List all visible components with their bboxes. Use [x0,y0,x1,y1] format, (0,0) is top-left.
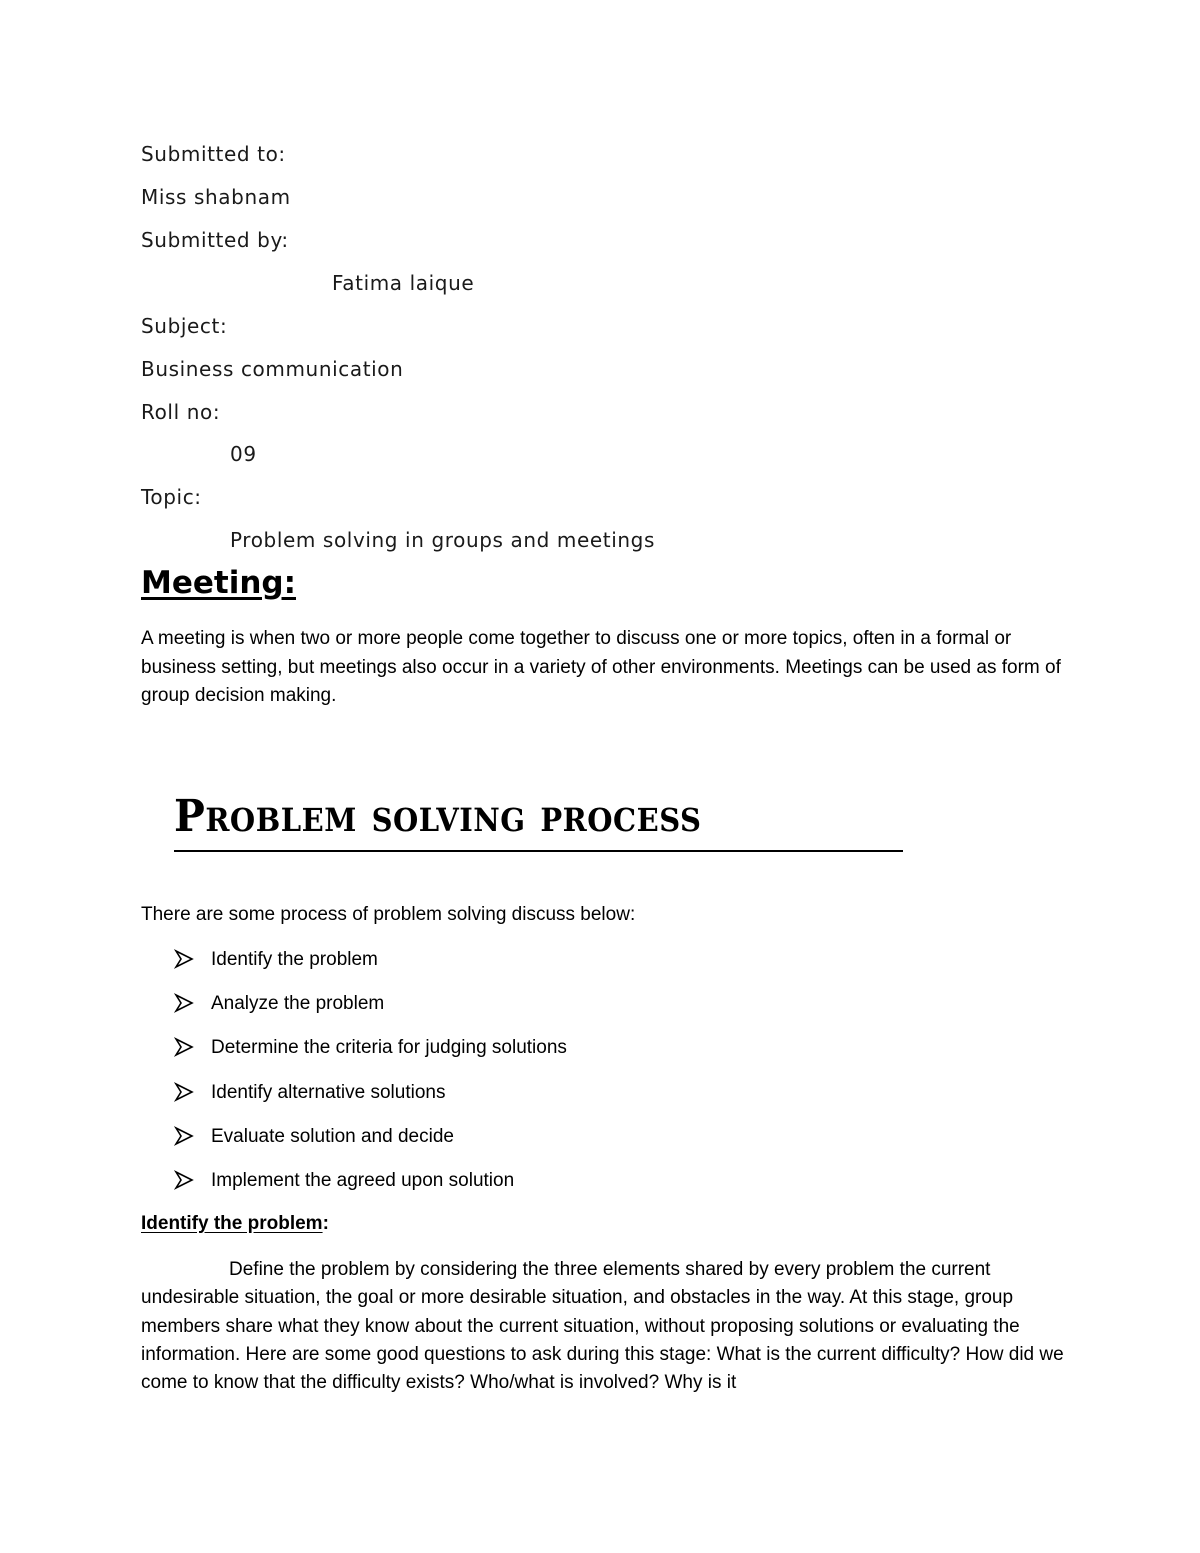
process-title-block [174,790,903,852]
subject-value: Business communication [141,357,404,381]
submitted-to-value: Miss shabnam [141,185,291,209]
step-label: Evaluate solution and decide [211,1125,454,1147]
topic-value: Problem solving in groups and meetings [230,528,655,552]
arrowhead-bullet-icon [174,949,194,969]
submitted-by-value: Fatima laique [332,271,475,295]
identify-heading [141,1213,329,1235]
step-label: Determine the criteria for judging solutions [211,1037,567,1059]
topic-label: Topic: [141,485,202,509]
identify-heading-colon: : [322,1213,329,1234]
step-label: Analyze the problem [211,993,385,1015]
identify-heading-text: Identify the problem [141,1213,323,1234]
identify-paragraph: Define the problem by considering the three elements shared by every problem the current undesirable situation, the goal or more desirable situation, and obstacles in the way. At this stage, group members share what they know about the current situation, without proposing solutions or evaluating the information. Here are some good questions to ask during this stage: What is the current difficulty? How did we come to know that the difficulty exists? Who/what is involved? Why is it [141,1259,1064,1394]
step-label: Identify the problem [211,949,378,970]
submitted-to-label: Submitted to: [141,142,286,166]
arrowhead-bullet-icon [174,1082,194,1102]
meeting-heading: Meeting: [141,565,296,601]
arrowhead-bullet-icon [174,993,194,1013]
arrowhead-bullet-icon [174,1170,194,1190]
step-label: Implement the agreed upon solution [211,1169,515,1191]
meeting-paragraph: A meeting is when two or more people come together to discuss one or more topics, often in a formal or business setting, but meetings also occur in a variety of other environments. Meetings can be used as form of group decision making. [141,628,1061,706]
subject-label: Subject: [141,314,228,338]
roll-label: Roll no: [141,400,221,424]
process-title: Problem solving process [174,790,702,842]
process-intro: There are some process of problem solving discuss below: [141,904,636,925]
arrowhead-bullet-icon [174,1126,194,1146]
arrowhead-bullet-icon [174,1037,194,1057]
step-label: Identify alternative solutions [211,1081,446,1103]
roll-value: 09 [230,442,257,466]
submitted-by-label: Submitted by: [141,228,289,252]
